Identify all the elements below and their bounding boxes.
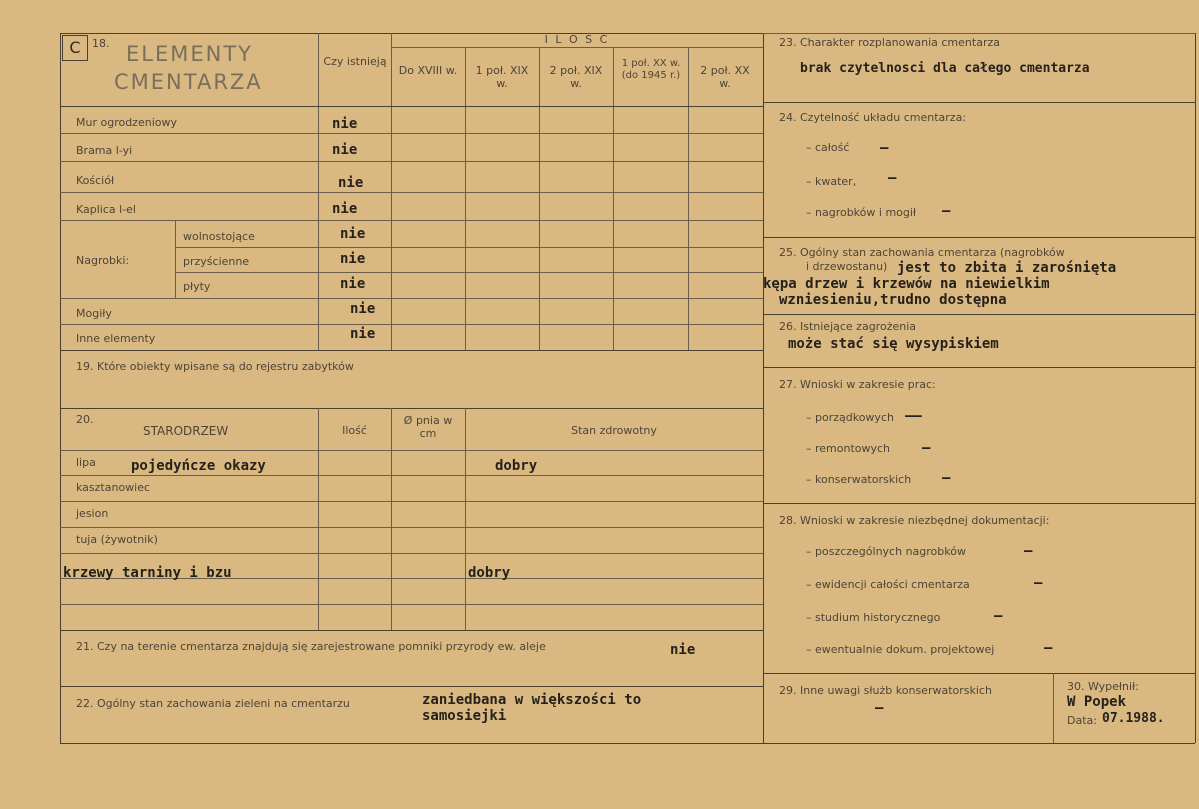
q28-label: 28. Wnioski w zakresie niezbędnej dokumentacji: <box>779 514 1050 527</box>
q21-label: 21. Czy na terenie cmentarza znajdują się zarejestrowane pomniki przyrody ew. aleje <box>76 640 546 653</box>
q22-value-1: zaniedbana w większości to <box>422 692 642 708</box>
row-value-mur: nie <box>332 116 358 132</box>
q22-label: 22. Ogólny stan zachowania zieleni na cmentarzu <box>76 697 350 710</box>
q24-value-nagrobkow: – <box>942 203 951 219</box>
starodrzew-col-stan: Stan zdrowotny <box>571 424 657 437</box>
q26-label: 26. Istniejące zagrożenia <box>779 320 917 333</box>
row-value-kosciol: nie <box>338 175 364 191</box>
q30-date-label: Data: <box>1067 714 1097 727</box>
row-label-przyscienne: przyścienne <box>183 255 250 268</box>
q23-value: brak czytelnosci dla całego cmentarza <box>800 61 1090 76</box>
q28-value-projektowej: – <box>1044 640 1053 656</box>
q27-label: 27. Wnioski w zakresie prac: <box>779 378 936 391</box>
col-2pol-xx: 2 poł. XX w. <box>700 64 750 90</box>
tree-name-lipa: lipa <box>76 456 96 469</box>
row-value-przyscienne: nie <box>340 251 366 267</box>
q30-date-value: 07.1988. <box>1102 711 1165 726</box>
q19-label: 19. Które obiekty wpisane są do rejestru zabytków <box>76 360 354 373</box>
row-value-kaplica: nie <box>332 201 358 217</box>
starodrzew-title: STARODRZEW <box>143 424 229 438</box>
q30-label: 30. Wypełnił: <box>1067 680 1139 693</box>
col-1pol-xx: 1 poł. XX w. (do 1945 r.) <box>621 58 681 81</box>
q25-value-1: jest to zbita i zarośnięta <box>897 260 1117 276</box>
col-exists-header: Czy istnieją <box>323 55 387 68</box>
q27-item-remontowych: – remontowych <box>806 442 891 455</box>
q21-value: nie <box>670 642 696 658</box>
q22-value-2: samosiejki <box>422 708 507 724</box>
tree-name-kasztanowiec: kasztanowiec <box>76 481 151 494</box>
card-letter: C <box>69 38 81 57</box>
q26-value: może stać się wysypiskiem <box>788 336 999 352</box>
tree-stan-lipa: dobry <box>495 458 538 474</box>
row-label-kosciol: Kościół <box>76 174 115 187</box>
row-label-nagrobki: Nagrobki: <box>76 254 130 267</box>
col-do-xviii: Do XVIII w. <box>398 64 458 77</box>
row-value-inne: nie <box>350 326 376 342</box>
q27-value-remontowych: – <box>922 440 931 456</box>
row-value-plyty: nie <box>340 276 366 292</box>
section-18-number: 18. <box>92 37 110 50</box>
q28-value-studium: – <box>994 608 1003 624</box>
ilosc-header: I L O Ś Ć <box>544 33 610 46</box>
row-value-mogily: nie <box>350 301 376 317</box>
q28-item-nagrobkow: – poszczególnych nagrobków <box>806 545 966 558</box>
q27-item-porzadkowych: – porządkowych <box>806 411 894 424</box>
card-letter-box <box>62 35 88 61</box>
q25-value-2: kępa drzew i krzewów na niewielkim <box>763 276 1050 292</box>
q24-value-calosc: – <box>880 140 889 156</box>
row-label-plyty: płyty <box>183 280 211 293</box>
q30-name: W Popek <box>1067 694 1127 710</box>
q24-value-kwater: – <box>888 170 897 186</box>
q28-item-studium: – studium historycznego <box>806 611 941 624</box>
starodrzew-col-ilosc: Ilość <box>342 424 367 437</box>
elements-title-2: CMENTARZA <box>114 70 263 94</box>
row-label-mur: Mur ogrodzeniowy <box>76 116 177 129</box>
q29-label: 29. Inne uwagi służb konserwatorskich <box>779 684 992 697</box>
q25-label-2: i drzewostanu) <box>806 260 888 273</box>
row-value-wolnostojace: nie <box>340 226 366 242</box>
tree-name-krzewy: krzewy tarniny i bzu <box>63 565 232 581</box>
row-label-kaplica: Kaplica l-el <box>76 203 136 216</box>
elements-title-1: ELEMENTY <box>126 42 253 66</box>
tree-name-jesion: jesion <box>76 507 109 520</box>
q24-label: 24. Czytelność układu cmentarza: <box>779 111 967 124</box>
starodrzew-number: 20. <box>76 413 94 426</box>
starodrzew-col-diameter: Ø pnia w cm <box>403 414 453 440</box>
row-label-brama: Brama l-yi <box>76 144 133 157</box>
tree-ilosc-lipa: pojedyńcze okazy <box>131 458 266 474</box>
q27-item-konserwatorskich: – konserwatorskich <box>806 473 912 486</box>
q25-label-1: 25. Ogólny stan zachowania cmentarza (nagrobków <box>779 246 1065 259</box>
q23-label: 23. Charakter rozplanowania cmentarza <box>779 36 1000 49</box>
q28-value-ewidencji: – <box>1034 575 1043 591</box>
q28-item-ewidencji: – ewidencji całości cmentarza <box>806 578 970 591</box>
q27-value-porzadkowych: –– <box>905 408 922 424</box>
q28-value-nagrobkow: – <box>1024 543 1033 559</box>
row-value-brama: nie <box>332 142 358 158</box>
col-1pol-xix: 1 poł. XIX w. <box>475 64 529 90</box>
q25-value-3: wzniesieniu,trudno dostępna <box>779 292 1007 308</box>
row-label-wolnostojace: wolnostojące <box>183 230 255 243</box>
q24-item-calosc: – całość <box>806 141 850 154</box>
tree-stan-krzewy: dobry <box>468 565 511 581</box>
q28-item-projektowej: – ewentualnie dokum. projektowej <box>806 643 995 656</box>
col-2pol-xix: 2 poł. XIX w. <box>549 64 603 90</box>
row-label-mogily: Mogiły <box>76 307 112 320</box>
row-label-inne: Inne elementy <box>76 332 156 345</box>
q29-value: – <box>875 700 884 716</box>
q27-value-konserwatorskich: – <box>942 470 951 486</box>
q24-item-nagrobkow: – nagrobków i mogił <box>806 206 917 219</box>
q24-item-kwater: – kwater, <box>806 175 857 188</box>
tree-name-tuja: tuja (żywotnik) <box>76 533 158 546</box>
